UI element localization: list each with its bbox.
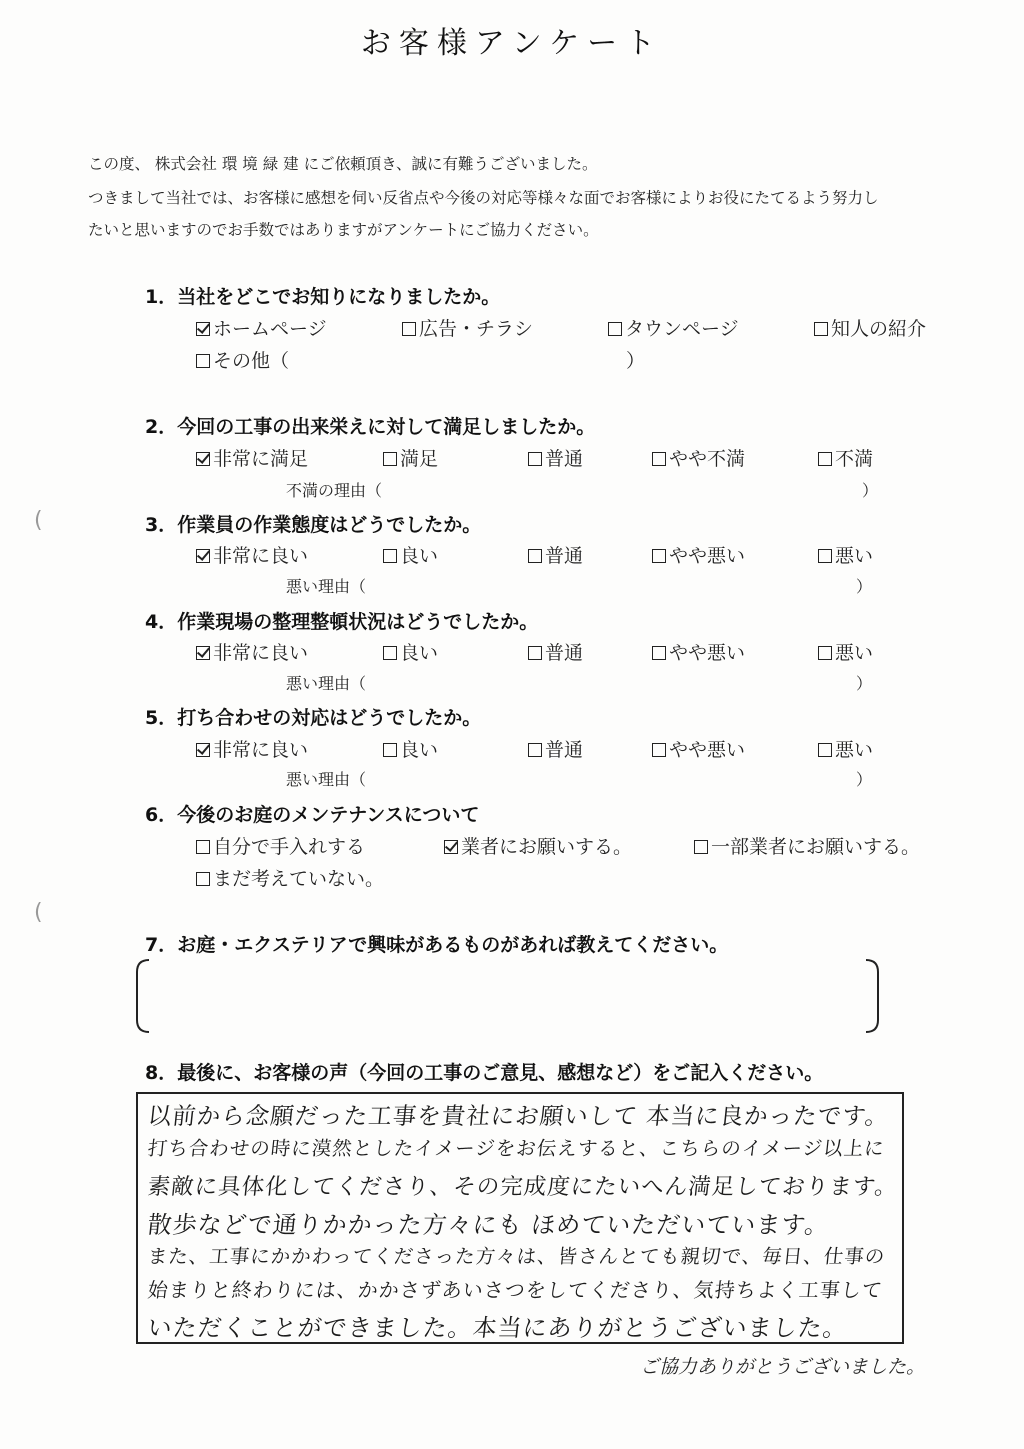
q5-option-2[interactable]: 良い [383,735,438,762]
margin-mark-icon: ( [34,900,43,925]
checkbox[interactable] [818,743,832,757]
checkbox[interactable] [818,646,832,660]
q1-option-other[interactable]: その他（ [196,346,289,373]
checkbox[interactable] [383,743,397,757]
checkbox[interactable] [528,646,542,660]
q4-option-3[interactable]: 普通 [528,638,583,665]
question-1-label: 1．当社をどこでお知りになりましたか。 [145,286,501,308]
q2-option-1[interactable]: 非常に満足 [196,444,308,471]
checkbox[interactable] [652,646,666,660]
q4-option-2[interactable]: 良い [383,638,438,665]
checkbox-checked[interactable] [444,840,458,854]
checkbox-checked[interactable] [196,646,210,660]
checkbox[interactable] [652,549,666,563]
checkbox[interactable] [814,322,828,336]
q3-option-1[interactable]: 非常に良い [196,541,308,568]
q8-answer-line-2: 打ち合わせの時に漠然としたイメージをお伝えすると、こちらのイメージ以上に [146,1137,886,1160]
q1-other-close: ） [626,350,646,372]
checkbox[interactable] [383,549,397,563]
q8-answer-line-5: また、工事にかかわってくださった方々は、皆さんとても親切で、毎日、仕事の [146,1245,887,1268]
q1-option-townpage[interactable]: タウンページ [608,314,739,341]
q1-option-homepage[interactable]: ホームページ [196,314,327,341]
checkbox[interactable] [528,549,542,563]
q4-option-4[interactable]: やや悪い [652,638,745,665]
question-7-label: 7．お庭・エクステリアで興味があるものがあれば教えてください。 [145,934,729,956]
q5-option-1[interactable]: 非常に良い [196,735,308,762]
checkbox[interactable] [196,840,210,854]
checkbox[interactable] [402,322,416,336]
q4-reason-close: ） [856,674,873,693]
q3-reason-close: ） [856,577,873,596]
q2-reason-label: 不満の理由（ [286,481,383,500]
q6-option-partial[interactable]: 一部業者にお願いする。 [694,832,920,859]
q5-option-3[interactable]: 普通 [528,735,583,762]
page-title: お客様アンケート [360,26,664,61]
q5-reason-label: 悪い理由（ [286,770,367,789]
q4-option-5[interactable]: 悪い [818,638,873,665]
checkbox-checked[interactable] [196,549,210,563]
question-4-label: 4．作業現場の整理整頓状況はどうでしたか。 [145,611,539,633]
checkbox-checked[interactable] [196,322,210,336]
q4-reason-label: 悪い理由（ [286,674,367,693]
checkbox-checked[interactable] [196,452,210,466]
q6-option-contractor[interactable]: 業者にお願いする。 [444,832,632,859]
q8-answer-line-3: 素敵に具体化してくださり、その完成度にたいへん満足しております。 [146,1174,900,1200]
q3-option-3[interactable]: 普通 [528,541,583,568]
checkbox[interactable] [528,743,542,757]
checkbox[interactable] [608,322,622,336]
question-6-label: 6．今後のお庭のメンテナンスについて [145,804,480,826]
q8-answer-line-6: 始まりと終わりには、かかさずあいさつをしてくださり、気持ちよく工事して [146,1278,885,1302]
q2-option-3[interactable]: 普通 [528,444,583,471]
question-8-label: 8．最後に、お客様の声（今回の工事のご意見、感想など）をご記入ください。 [145,1062,824,1084]
q5-option-4[interactable]: やや悪い [652,735,745,762]
checkbox[interactable] [383,646,397,660]
q6-option-undecided[interactable]: まだ考えていない。 [196,864,384,891]
checkbox-checked[interactable] [196,743,210,757]
q8-answer-line-7: いただくことができました。本当にありがとうございました。 [146,1314,850,1342]
q3-reason-label: 悪い理由（ [286,577,367,596]
q8-answer-line-4: 散歩などで通りかかった方々にも ほめていただいています。 [146,1211,831,1239]
question-2-label: 2．今回の工事の出来栄えに対して満足しましたか。 [145,416,596,438]
q4-option-1[interactable]: 非常に良い [196,638,308,665]
checkbox[interactable] [383,452,397,466]
checkbox[interactable] [694,840,708,854]
question-3-label: 3．作業員の作業態度はどうでしたか。 [145,514,482,536]
checkbox[interactable] [196,872,210,886]
intro-line-2: つきまして当社では、お客様に感想を伺い反省点や今後の対応等様々な面でお客様によりお役にたてるよう努力し [88,189,879,207]
q2-reason-close: ） [862,481,879,500]
closing-thanks: ご協力ありがとうございました。 [640,1356,926,1378]
q5-reason-close: ） [856,770,873,789]
q6-option-self[interactable]: 自分で手入れする [196,832,365,859]
q3-option-4[interactable]: やや悪い [652,541,745,568]
checkbox[interactable] [652,743,666,757]
checkbox[interactable] [652,452,666,466]
q5-option-5[interactable]: 悪い [818,735,873,762]
question-5-label: 5．打ち合わせの対応はどうでしたか。 [145,707,482,729]
q7-answer-bracket[interactable] [135,958,880,1034]
q2-option-2[interactable]: 満足 [383,444,438,471]
checkbox[interactable] [818,452,832,466]
q3-option-2[interactable]: 良い [383,541,438,568]
intro-line-3: たいと思いますのでお手数ではありますがアンケートにご協力ください。 [88,221,599,239]
q1-option-ad[interactable]: 広告・チラシ [402,314,533,341]
q2-option-4[interactable]: やや不満 [652,444,745,471]
q3-option-5[interactable]: 悪い [818,541,873,568]
q2-option-5[interactable]: 不満 [818,444,873,471]
checkbox[interactable] [528,452,542,466]
q1-option-referral[interactable]: 知人の紹介 [814,314,926,341]
q8-answer-line-1: 以前から念願だった工事を貴社にお願いして 本当に良かったです。 [146,1102,891,1130]
intro-line-1: この度、 株式会社 環 境 緑 建 にご依頼頂き、誠に有難うございました。 [88,155,598,173]
margin-mark-icon: ( [34,508,43,533]
checkbox[interactable] [818,549,832,563]
checkbox[interactable] [196,354,210,368]
